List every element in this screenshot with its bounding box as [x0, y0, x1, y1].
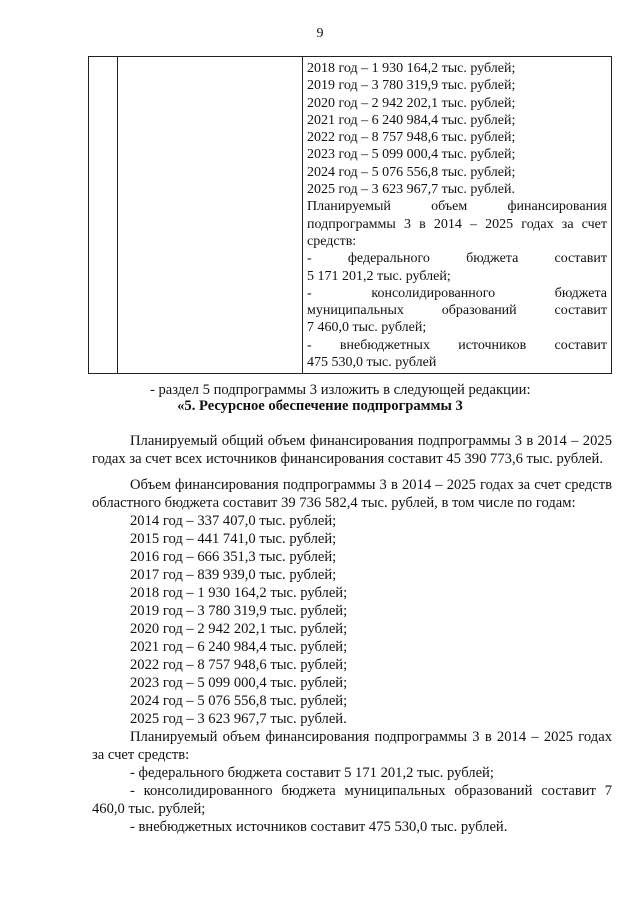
year-line: 2024 год – 5 076 556,8 тыс. рублей;	[130, 693, 348, 709]
item-extrabudget: - внебюджетных источников составит 475 530,0 тыс. рублей.	[130, 819, 508, 835]
table-federal-line: - федерального бюджета составит	[307, 251, 607, 267]
table-consolidated-line: - консолидированного бюджета	[307, 285, 607, 301]
page-number: 9	[316, 26, 324, 41]
amendment-line: - раздел 5 подпрограммы 3 изложить в следующей редакции:	[150, 382, 531, 398]
table-cell-financing	[303, 57, 612, 374]
table-consolidated-amount: 7 460,0 тыс. рублей;	[307, 320, 427, 336]
table-planned-line: средств:	[307, 233, 357, 249]
passport-table	[88, 56, 612, 374]
item-federal: - федерального бюджета составит 5 171 201,2 тыс. рублей;	[130, 765, 494, 781]
table-year-line: 2024 год – 5 076 556,8 тыс. рублей;	[307, 164, 516, 180]
year-line: 2020 год – 2 942 202,1 тыс. рублей;	[130, 621, 348, 637]
table-consolidated-line: муниципальных образований составит	[307, 303, 607, 319]
table-federal-amount: 5 171 201,2 тыс. рублей;	[307, 268, 451, 284]
year-line: 2025 год – 3 623 967,7 тыс. рублей.	[130, 711, 347, 727]
table-planned-line: Планируемый объем финансирования	[307, 199, 607, 215]
paragraph-planned: Планируемый объем финансирования подпрограммы 3 в 2014 – 2025 годах за счет средств:	[92, 729, 612, 763]
section-heading: «5. Ресурсное обеспечение подпрограммы 3	[177, 398, 463, 414]
table-planned-line: подпрограммы 3 в 2014 – 2025 годах за счет	[307, 216, 607, 232]
table-year-line: 2020 год – 2 942 202,1 тыс. рублей;	[307, 95, 516, 111]
table-cell-title	[118, 57, 303, 374]
section-body	[92, 432, 612, 836]
year-line: 2018 год – 1 930 164,2 тыс. рублей;	[130, 585, 348, 601]
table-year-line: 2023 год – 5 099 000,4 тыс. рублей;	[307, 147, 516, 163]
year-line: 2022 год – 8 757 948,6 тыс. рублей;	[130, 657, 348, 673]
year-line: 2016 год – 666 351,3 тыс. рублей;	[130, 549, 337, 565]
table-extrabudget-line: - внебюджетных источников составит	[307, 337, 607, 353]
table-extrabudget-amount: 475 530,0 тыс. рублей	[307, 355, 437, 371]
table-year-line: 2022 год – 8 757 948,6 тыс. рублей;	[307, 130, 516, 146]
paragraph-total: Планируемый общий объем финансирования подпрограммы 3 в 2014 – 2025 годах за счет всех источников финансирования составит 45 390 773,6 тыс. рублей.	[92, 433, 612, 467]
table-year-line: 2019 год – 3 780 319,9 тыс. рублей;	[307, 78, 516, 94]
item-consolidated: - консолидированного бюджета муниципальных образований составит 7 460,0 тыс. рублей;	[92, 783, 612, 817]
table-year-line: 2021 год – 6 240 984,4 тыс. рублей;	[307, 112, 516, 128]
year-line: 2019 год – 3 780 319,9 тыс. рублей;	[130, 603, 348, 619]
table-year-line: 2025 год – 3 623 967,7 тыс. рублей.	[307, 182, 515, 198]
year-line: 2014 год – 337 407,0 тыс. рублей;	[130, 513, 337, 529]
paragraph-regional: Объем финансирования подпрограммы 3 в 2014 – 2025 годах за счет средств областного бюджета составит 39 736 582,4 тыс. рублей, в том числе по годам:	[92, 477, 612, 511]
table-year-line: 2018 год – 1 930 164,2 тыс. рублей;	[307, 61, 516, 76]
year-line: 2015 год – 441 741,0 тыс. рублей;	[130, 531, 337, 547]
table-cell-number	[89, 57, 118, 374]
year-line: 2017 год – 839 939,0 тыс. рублей;	[130, 567, 337, 583]
year-line: 2023 год – 5 099 000,4 тыс. рублей;	[130, 675, 348, 691]
year-line: 2021 год – 6 240 984,4 тыс. рублей;	[130, 639, 348, 655]
